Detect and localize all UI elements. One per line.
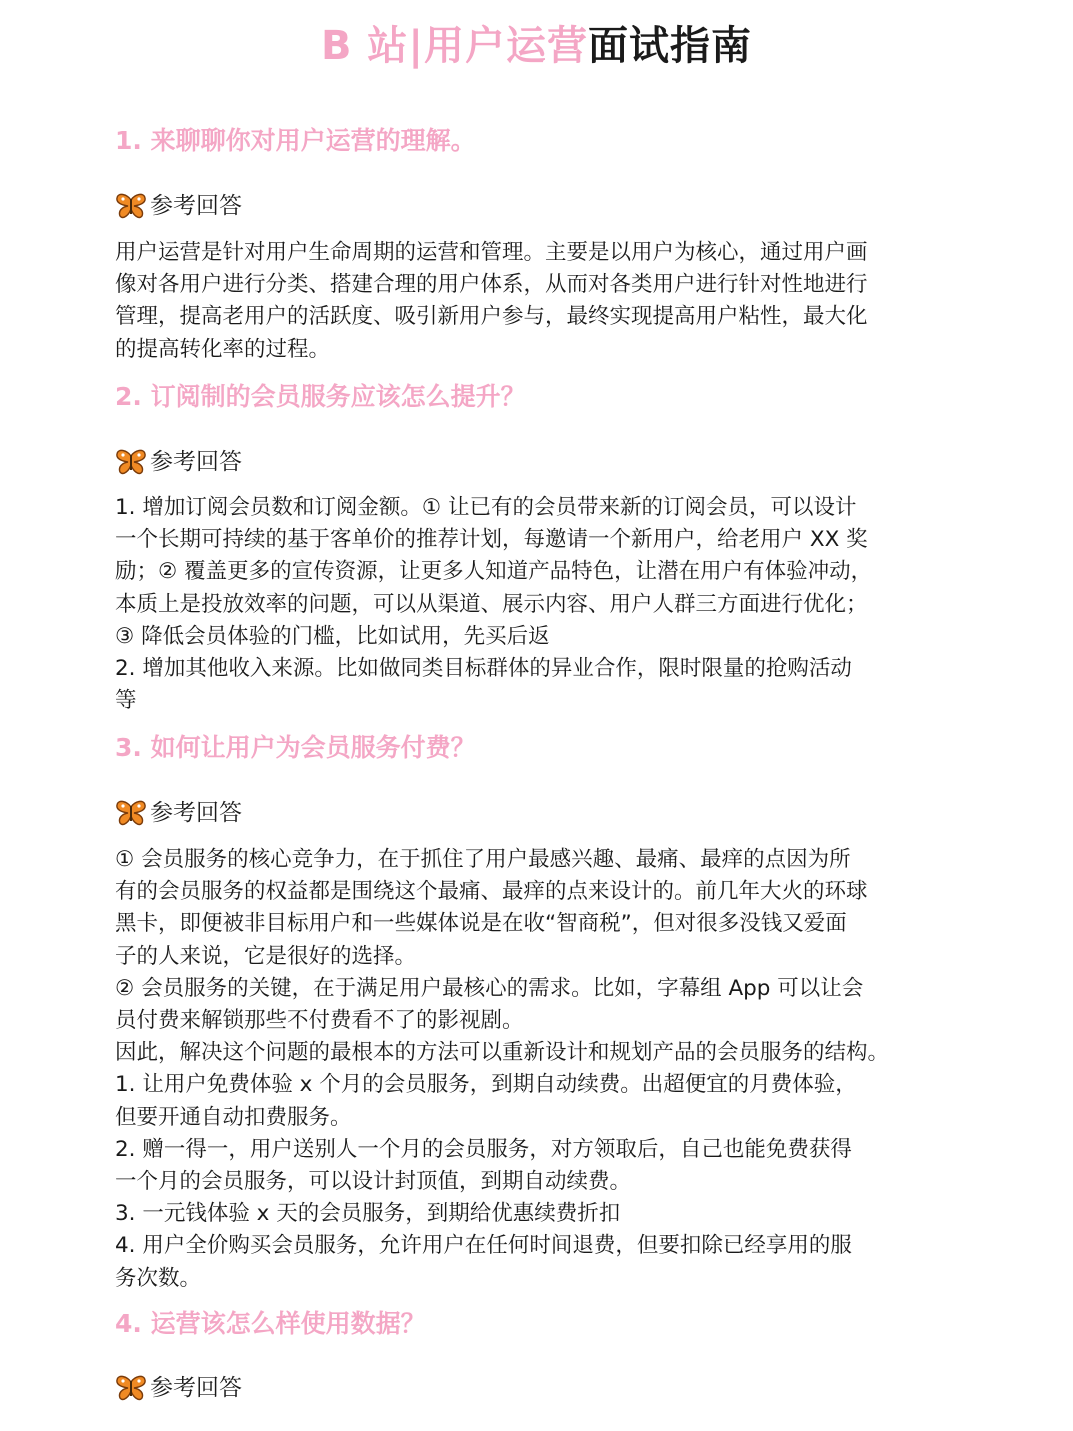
text-line: 务次数。 xyxy=(115,1265,202,1291)
text-line: 1. 增加订阅会员数和订阅金额。① 让已有的会员带来新的订阅会员，可以设计 xyxy=(115,495,857,520)
text-line: 3. 一元钱体验 x 天的会员服务，到期给优惠续费折扣 xyxy=(115,1201,621,1227)
text-line: ② 会员服务的关键，在于满足用户最核心的需求。比如，字幕组 App 可以让会 xyxy=(115,975,864,1001)
text-line: 员付费来解锁那些不付费看不了的影视剧。 xyxy=(115,1008,524,1034)
text-line: 管理，提高老用户的活跃度、吸引新用户参与，最终实现提高用户粘性，最大化 xyxy=(115,304,868,330)
butterfly-icon xyxy=(116,1374,146,1402)
text-line: 等 xyxy=(115,688,137,714)
question-3: 3. 如何让用户为会员服务付费？ xyxy=(115,733,476,762)
answer-label-4 xyxy=(116,1372,242,1404)
text-line: 像对各用户进行分类、搭建合理的用户体系，从而对各类用户进行针对性地进行 xyxy=(115,272,868,298)
page-title-dark: 面试指南 xyxy=(588,23,753,69)
text-line: 但要开通自动扣费服务。 xyxy=(115,1104,352,1130)
answer-body-3 xyxy=(115,844,975,1295)
text-line: 一个长期可持续的基于客单价的推荐计划，每邀请一个新用户，给老用户 XX 奖 xyxy=(115,527,868,553)
text-line: 一个月的会员服务，可以设计封顶值，到期自动续费。 xyxy=(115,1169,632,1195)
page-title-pink: B 站|用户运营 xyxy=(320,23,589,69)
answer-body-2 xyxy=(115,492,975,717)
question-4: 4. 运营该怎么样使用数据？ xyxy=(115,1309,426,1338)
page-title xyxy=(0,18,1073,74)
text-line: 的提高转化率的过程。 xyxy=(115,336,331,362)
text-line: 励；② 覆盖更多的宣传资源，让更多人知道产品特色，让潜在用户有体验冲动， xyxy=(115,559,873,585)
text-line: 因此，解决这个问题的最根本的方法可以重新设计和规划产品的会员服务的结构。 xyxy=(115,1040,890,1066)
text-line: 黑卡，即便被非目标用户和一些媒体说是在收“智商税”，但对很多没钱又爱面 xyxy=(115,911,847,937)
butterfly-icon xyxy=(116,448,146,476)
butterfly-icon xyxy=(116,799,146,827)
butterfly-icon xyxy=(116,192,146,220)
answer-label-text: 参考回答 xyxy=(150,193,242,219)
text-line: ③ 降低会员体验的门槛，比如试用，先买后返 xyxy=(115,623,550,649)
text-line: 用户运营是针对用户生命周期的运营和管理。主要是以用户为核心，通过用户画 xyxy=(115,240,868,265)
answer-label-text: 参考回答 xyxy=(150,800,242,826)
text-line: 本质上是投放效率的问题，可以从渠道、展示内容、用户人群三方面进行优化； xyxy=(115,591,868,617)
text-line: 1. 让用户免费体验 x 个月的会员服务，到期自动续费。出超便宜的月费体验， xyxy=(115,1072,857,1098)
text-line: 子的人来说，它是很好的选择。 xyxy=(115,943,417,969)
text-line: 2. 增加其他收入来源。比如做同类目标群体的异业合作，限时限量的抢购活动 xyxy=(115,656,852,682)
question-1: 1. 来聊聊你对用户运营的理解。 xyxy=(115,126,476,155)
answer-body-1 xyxy=(115,237,975,366)
answer-label-text: 参考回答 xyxy=(150,449,242,475)
answer-label-3 xyxy=(116,797,242,829)
text-line: 有的会员服务的权益都是围绕这个最痛、最痒的点来设计的。前几年大火的环球 xyxy=(115,879,868,905)
question-2: 2. 订阅制的会员服务应该怎么提升？ xyxy=(115,382,526,411)
answer-label-text: 参考回答 xyxy=(150,1375,242,1401)
answer-label-1 xyxy=(116,190,242,222)
text-line: ① 会员服务的核心竞争力，在于抓住了用户最感兴趣、最痛、最痒的点因为所 xyxy=(115,847,851,872)
text-line: 2. 赠一得一，用户送别人一个月的会员服务，对方领取后，自己也能免费获得 xyxy=(115,1136,852,1162)
answer-label-2 xyxy=(116,446,242,478)
text-line: 4. 用户全价购买会员服务，允许用户在任何时间退费，但要扣除已经享用的服 xyxy=(115,1233,852,1259)
